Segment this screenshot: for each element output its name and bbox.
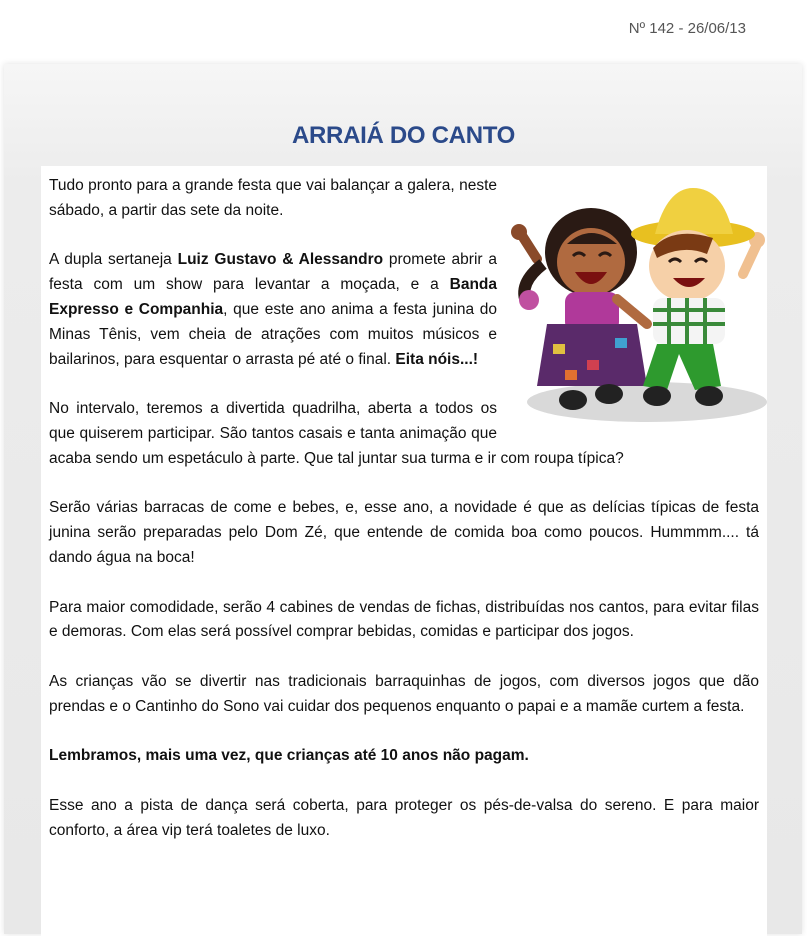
- paragraph-tickets: Para maior comodidade, serão 4 cabines de vendas de fichas, distribuídas nos cantos, para evitar filas e demoras. Com elas será possível comprar bebidas, comidas e participar dos jogos.: [49, 598, 759, 641]
- band-name: Banda Expresso e Companhia: [49, 276, 497, 318]
- paragraph-quadrilha: No intervalo, teremos a divertida quadrilha, aberta a todos os que quiserem participar. São tantos casais e tanta animação que acaba sendo um espetáculo à parte. Que tal juntar sua turma e ir com roupa típica?: [49, 400, 624, 467]
- issue-number: Nº 142 - 26/06/13: [628, 20, 746, 37]
- paragraph-lineup: A dupla sertaneja Luiz Gustavo & Alessandro promete abrir a festa com um show para levantar a moçada, e a Banda Expresso e Companhia, que este ano anima a festa junina do Minas Tênis, vem cheia de atrações com muitos músicos e bailarinos, para esquentar o arrasta pé até o final. Eita nóis...!: [49, 251, 497, 368]
- paragraph-kids: As crianças vão se divertir nas tradicionais barraquinhas de jogos, com diversos jogos que dão prendas e o Cantinho do Sono vai cuidar dos pequenos enquanto o papai e a mamãe curtem a festa.: [49, 672, 759, 715]
- paragraph-intro: Tudo pronto para a grande festa que vai balançar a galera, neste sábado, a partir das sete da noite.: [49, 177, 497, 219]
- article-title: ARRAIÁ DO CANTO: [291, 122, 516, 149]
- exclamation: Eita nóis...!: [395, 350, 479, 368]
- paragraph-dance-floor: Esse ano a pista de dança será coberta, para proteger os pés-de-valsa do sereno. E para maior conforto, a área vip terá toaletes de luxo.: [49, 796, 759, 839]
- article-body: [49, 174, 759, 868]
- paragraph-reminder: Lembramos, mais uma vez, que crianças até 10 anos não pagam.: [49, 747, 529, 765]
- artist-name: Luiz Gustavo & Alessandro: [177, 251, 384, 269]
- festa-junina-kids-icon: [507, 174, 769, 426]
- paragraph-food: Serão várias barracas de come e bebes, e, esse ano, a novidade é que as delícias típicas de festa junina serão preparadas pelo Dom Zé, que entende de comida boa como poucos. Hummmm.... tá dando água na boca!: [49, 499, 759, 566]
